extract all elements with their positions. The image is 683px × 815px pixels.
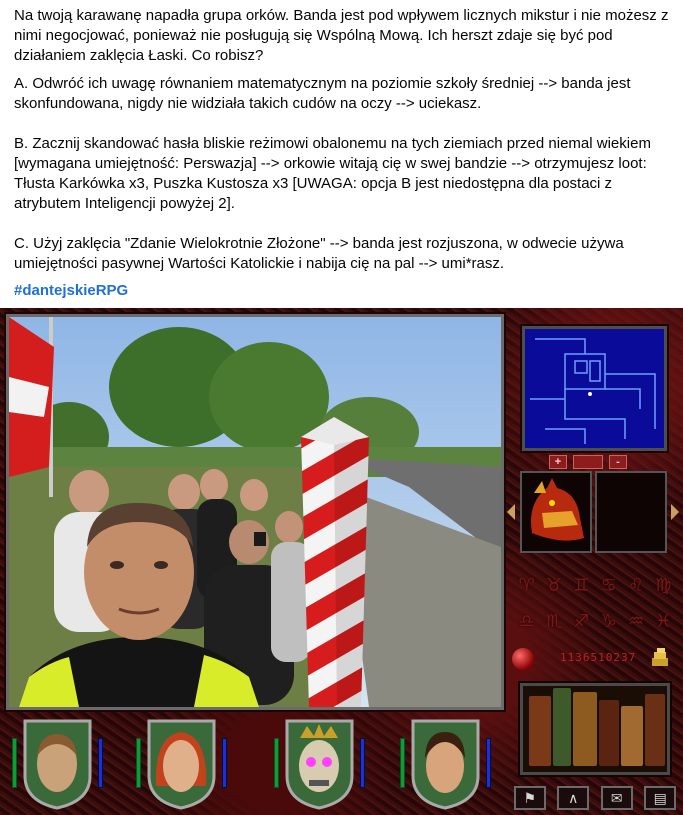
mana-bar (98, 738, 103, 788)
mana-bar (486, 738, 491, 788)
zoom-out-button[interactable]: - (609, 455, 627, 469)
portrait-frame (20, 716, 95, 810)
border-post (301, 417, 369, 707)
game-viewport-photo (6, 314, 504, 710)
empty-portrait-slot[interactable] (595, 471, 667, 553)
rune-icon[interactable]: ♋ (600, 575, 617, 595)
post-option-a: A. Odwróć ich uwagę równaniem matematycznym na poziomie szkoły średniej --> banda jest skonfundowana, nigdy nie widziała takich cudów na oczy --> uciekasz. (14, 75, 631, 112)
post-option-c: C. Użyj zaklęcia "Zdanie Wielokrotnie Złożone" --> banda jest rozjuszona, w odwecie używa umiejętności pasywnej Wartości Katolickie i nabija cię na pal --> umi*rasz. (14, 235, 624, 272)
action-bar (510, 784, 680, 812)
run-icon[interactable]: ⚑ (514, 786, 546, 810)
hp-bar (12, 738, 17, 788)
rune-icon[interactable]: ♏ (545, 611, 563, 631)
dragon-icon (522, 473, 590, 551)
post-option-b: B. Zacznij skandować hasła bliskie reżimowi obalonemu na tych ziemiach przed niemal wiekiem [wymagana umiejętność: Perswazja] --> orkowie witają cię w swej bandzie --> otrzymujesz loot: Tłusta Karkówka x3, Puszka Kustosza x3 [UWAGA: opcja B jest niedostępna dla postaci z atrybutem Inteligencji powyżej 2]. (14, 135, 651, 212)
health-orb-icon (512, 648, 534, 670)
portrait-frame (144, 716, 219, 810)
party-member-2[interactable] (134, 716, 229, 814)
post-text (14, 6, 674, 301)
book-icon (553, 688, 571, 766)
scroll-icon[interactable]: ✉ (601, 786, 633, 810)
party-member-4[interactable] (398, 716, 493, 814)
post-intro: Na twoją karawanę napadła grupa orków. Banda jest pod wpływem licznych mikstur i nie możesz z nimi negocjować, ponieważ nie posługują się Wspólną Mową. Ich herszt zdaje się być pod działaniem zaklęcia Łaski. Co robisz? (14, 7, 669, 64)
party-member-3[interactable] (272, 716, 367, 814)
save-icon[interactable]: ▤ (644, 786, 676, 810)
party-bar (6, 716, 504, 814)
prev-arrow-icon[interactable] (507, 504, 515, 520)
gold-counter: 1136510237 (560, 651, 637, 664)
mana-bar (360, 738, 365, 788)
rune-icon[interactable]: ♉ (545, 575, 563, 595)
rune-icon[interactable]: ♒ (627, 611, 645, 631)
rune-icon[interactable]: ♌ (627, 575, 645, 595)
portrait-frame (282, 716, 357, 810)
minimap[interactable] (522, 326, 667, 451)
rune-icon[interactable]: ♓ (655, 611, 672, 631)
book-icon (599, 700, 619, 766)
book-icon (621, 706, 643, 766)
minimap-lines (525, 329, 664, 448)
character-portrait-panel (515, 468, 671, 560)
zoom-in-button[interactable]: + (549, 455, 567, 469)
rune-icon[interactable]: ♐ (573, 611, 590, 631)
hp-bar (136, 738, 141, 788)
spell-rune-grid (510, 564, 680, 640)
rune-icon[interactable]: ♈ (518, 575, 535, 595)
rune-icon[interactable]: ♑ (600, 611, 617, 631)
book-icon (645, 694, 665, 766)
book-icon (573, 692, 597, 766)
hp-bar (274, 738, 279, 788)
rune-icon[interactable]: ♎ (518, 611, 535, 631)
hp-bar (400, 738, 405, 788)
rune-icon[interactable]: ♍ (655, 575, 672, 595)
hashtag-link[interactable]: #dantejskieRPG (14, 282, 129, 299)
dragon-portrait[interactable] (520, 471, 592, 553)
map-center-button[interactable] (573, 455, 603, 469)
post-image-game-ui[interactable] (0, 308, 683, 815)
rune-icon[interactable]: ♊ (573, 575, 590, 595)
book-icon (529, 696, 551, 766)
spellbook-shelf[interactable] (520, 683, 670, 775)
next-arrow-icon[interactable] (671, 504, 679, 520)
gold-coins-icon (650, 648, 670, 668)
selfie-scene (9, 317, 501, 707)
path-icon[interactable]: ∧ (557, 786, 589, 810)
minimap-controls (549, 455, 635, 469)
party-member-1[interactable] (10, 716, 105, 814)
mana-bar (222, 738, 227, 788)
portrait-frame (408, 716, 483, 810)
